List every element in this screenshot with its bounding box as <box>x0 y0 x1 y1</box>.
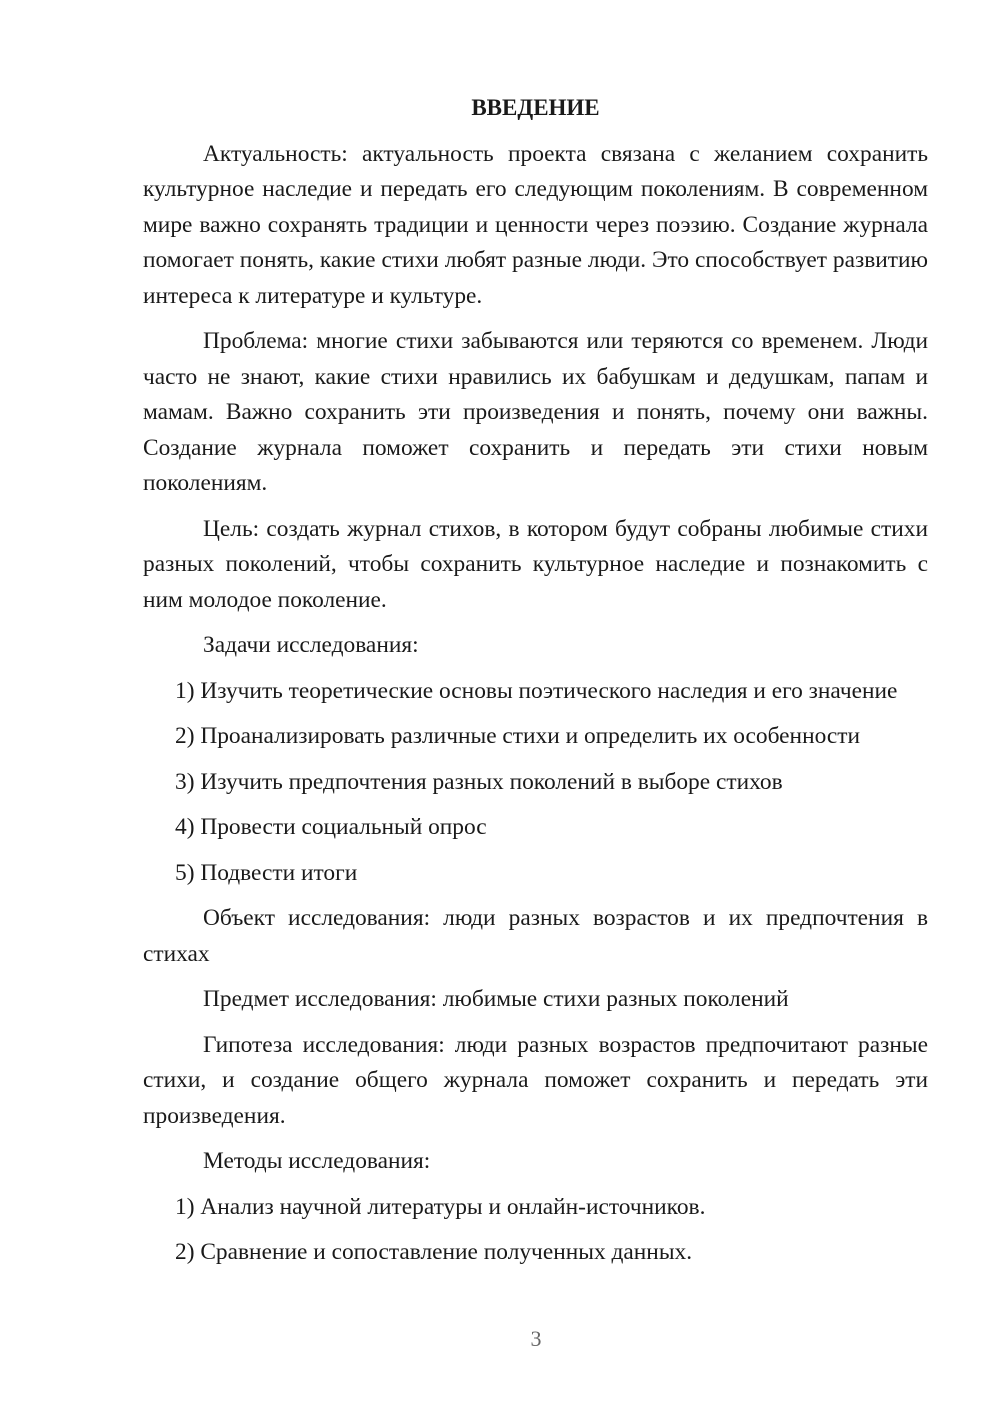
paragraph-goal: Цель: создать журнал стихов, в котором будут собраны любимые стихи разных поколений, чтобы сохранить культурное наследие и познакомить с ним молодое поколение. <box>143 515 928 613</box>
page-number: 3 <box>530 1326 542 1351</box>
tasks-heading: Задачи исследования: <box>203 632 419 658</box>
section-title: ВВЕДЕНИЕ <box>471 95 600 120</box>
task-item: 3) Изучить предпочтения разных поколений в выборе стихов <box>175 768 783 795</box>
paragraph-hypothesis: Гипотеза исследования: люди разных возрастов предпочитают разные стихи, и создание общего журнала поможет сохранить и передать эти произведения. <box>143 1031 928 1129</box>
paragraph-problem: Проблема: многие стихи забываются или теряются со временем. Люди часто не знают, какие стихи нравились их бабушкам и дедушкам, папам и мамам. Важно сохранить эти произведения и понять, почему они важны. Создание журнала поможет сохранить и передать эти стихи новым поколениям. <box>143 328 928 496</box>
method-item: 1) Анализ научной литературы и онлайн-источников. <box>175 1193 706 1220</box>
page-content <box>143 90 928 1281</box>
task-item: 1) Изучить теоретические основы поэтического наследия и его значение <box>175 677 898 704</box>
method-item: 2) Сравнение и сопоставление полученных данных. <box>175 1239 693 1265</box>
task-item: 4) Провести социальный опрос <box>175 814 487 840</box>
paragraph-object: Объект исследования: люди разных возрастов и их предпочтения в стихах <box>143 905 928 967</box>
task-item: 2) Проанализировать различные стихи и определить их особенности <box>175 723 860 749</box>
paragraph-subject: Предмет исследования: любимые стихи разных поколений <box>203 986 789 1012</box>
methods-heading: Методы исследования: <box>203 1148 431 1174</box>
paragraph-relevance: Актуальность: актуальность проекта связана с желанием сохранить культурное наследие и передать его следующим поколениям. В современном мире важно сохранять традиции и ценности через поэзию. Создание журнала помогает понять, какие стихи любят разные люди. Это способствует развитию интереса к литературе и культуре. <box>143 140 928 309</box>
task-item: 5) Подвести итоги <box>175 859 358 886</box>
